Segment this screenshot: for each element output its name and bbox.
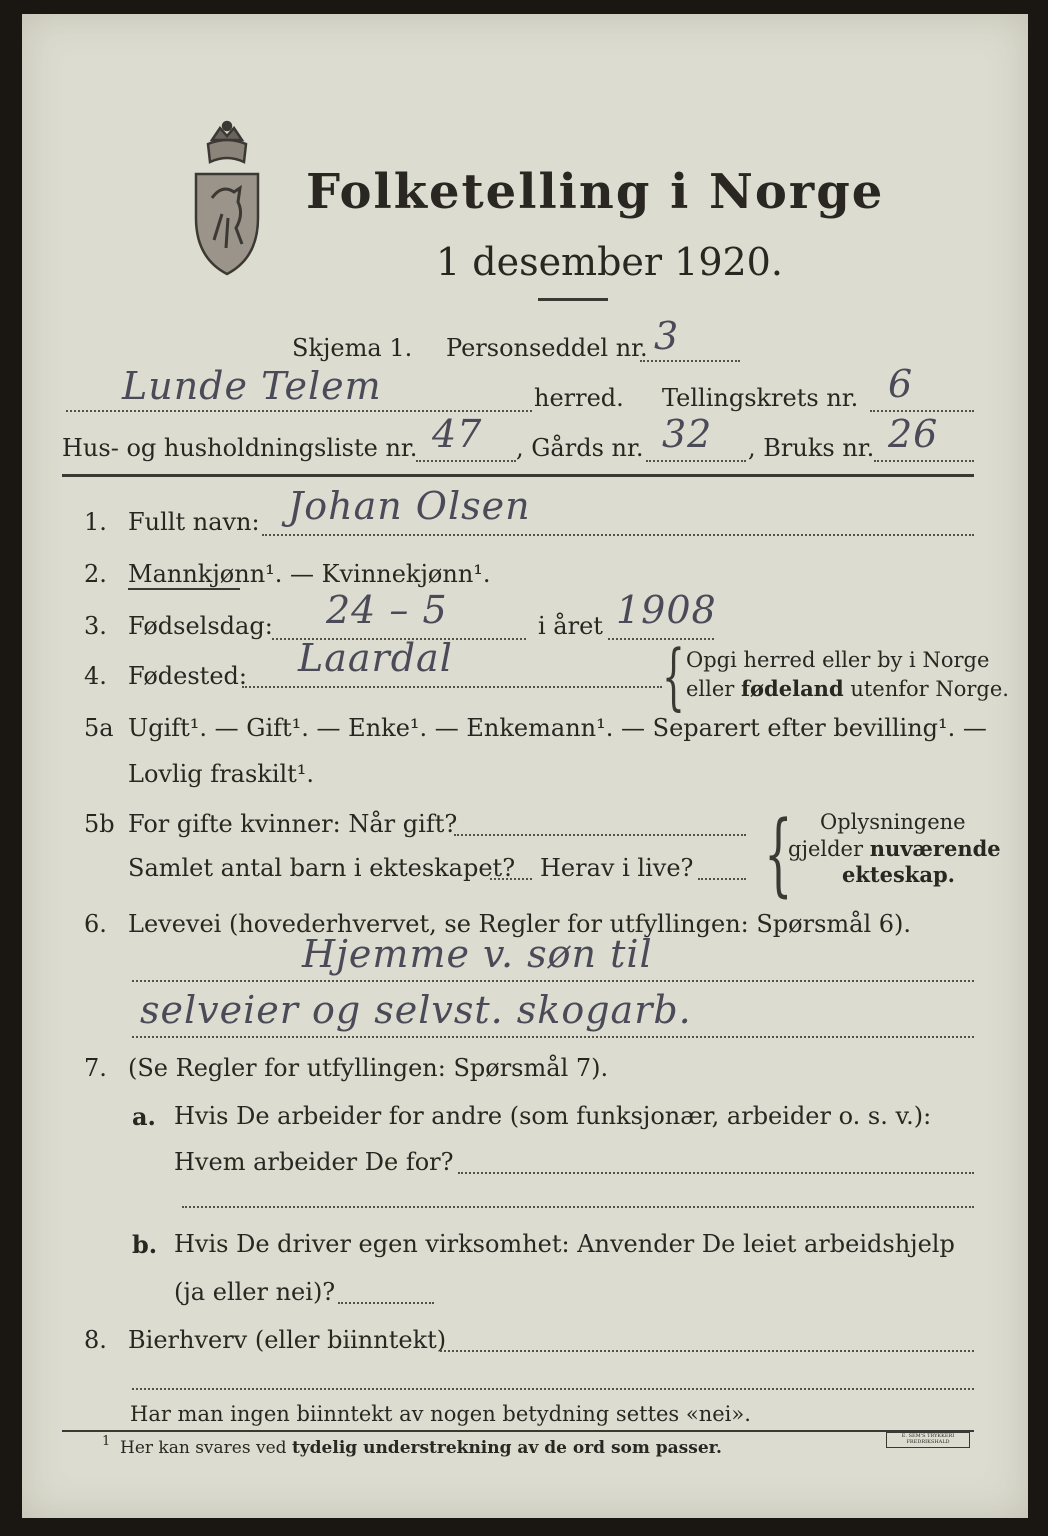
alive-line [698, 878, 746, 880]
personseddel-line [640, 360, 740, 362]
q1-number: 1. [84, 508, 107, 536]
q2-number: 2. [84, 560, 107, 588]
birthday-value: 24 – 5 [326, 588, 448, 632]
gards-value: 32 [662, 412, 713, 456]
q4-label: Fødested: [128, 662, 247, 690]
bruks-value: 26 [888, 412, 939, 456]
q7b-letter: b. [132, 1230, 158, 1259]
q7a-line2: Hvem arbeider De for? [174, 1148, 454, 1176]
side-income-line2 [132, 1388, 974, 1390]
q5a-number: 5a [84, 714, 114, 742]
year-line [608, 638, 714, 640]
personseddel-label: Personseddel nr. [446, 334, 648, 362]
marital-options-line2: Lovlig fraskilt¹. [128, 760, 315, 788]
hus-line [416, 460, 516, 462]
municipality-value: Lunde Telem [122, 364, 382, 408]
personseddel-value: 3 [654, 314, 680, 358]
q5b-children-label: Samlet antal barn i ekteskapet? [128, 854, 516, 882]
q1-line [262, 534, 974, 536]
q8-note: Har man ingen biinntekt av nogen betydning settes «nei». [130, 1402, 751, 1426]
gards-line [646, 460, 746, 462]
q6-line2 [132, 1036, 974, 1038]
q8-label: Bierhverv (eller biinntekt) [128, 1326, 447, 1354]
header-divider [62, 474, 974, 477]
norwegian-coat-of-arms-icon [182, 118, 272, 278]
q7-label: (Se Regler for utfyllingen: Spørsmål 7). [128, 1054, 609, 1082]
q7a-line1: Hvis De arbeider for andre (som funksjonær, arbeider o. s. v.): [174, 1102, 932, 1130]
side-income-line [440, 1350, 974, 1352]
q5b-number: 5b [84, 810, 115, 838]
married-when-line [454, 834, 746, 836]
q1-label: Fullt navn: [128, 508, 260, 536]
q7b-line1: Hvis De driver egen virksomhet: Anvender De leiet arbeidshjelp [174, 1230, 955, 1258]
full-name-value: Johan Olsen [288, 484, 531, 528]
q6-number: 6. [84, 910, 107, 938]
occupation-value-line1: Hjemme v. søn til [302, 932, 653, 976]
schema-label: Skjema 1. [292, 334, 413, 362]
tellingskrets-label: Tellingskrets nr. [662, 384, 859, 412]
q8-number: 8. [84, 1326, 107, 1354]
q4-note-line2: eller fødeland utenfor Norge. [686, 676, 1009, 701]
q5b-note1: Oplysningene [820, 810, 966, 834]
q4-note-line1: Opgi herred eller by i Norge [686, 648, 990, 672]
occupation-value-line2: selveier og selvst. skogarb. [140, 988, 692, 1032]
marital-options-line1: Ugift¹. — Gift¹. — Enke¹. — Enkemann¹. — Separert efter bevilling¹. — [128, 714, 987, 742]
bruks-line [874, 460, 974, 462]
hired-help-line [338, 1302, 434, 1304]
employer-line2 [182, 1206, 974, 1208]
children-line [490, 878, 532, 880]
q3-number: 3. [84, 612, 107, 640]
printer-stamp: E. SEM'S TRYKKERI FREDRIKSHALD [886, 1432, 970, 1448]
employer-line [458, 1172, 974, 1174]
year-label: i året [538, 612, 603, 640]
q5b-note2: gjelder nuværende [788, 836, 1001, 861]
bruks-label: , Bruks nr. [748, 434, 875, 462]
q6-label: Levevei (hovederhvervet, se Regler for utfyllingen: Spørsmål 6). [128, 910, 912, 938]
tellingskrets-value: 6 [888, 362, 914, 406]
q7-number: 7. [84, 1054, 107, 1082]
herred-label: herred. [534, 384, 624, 412]
gender-options: Mannkjønn¹. — Kvinnekjønn¹. [128, 560, 491, 588]
footnote-text: Her kan svares ved tydelig understrekning av de ord som passer. [120, 1438, 722, 1458]
birth-year-value: 1908 [616, 588, 717, 632]
form-title: Folketelling i Norge [306, 164, 885, 220]
q4-brace: { [662, 634, 685, 718]
q3-label: Fødselsdag: [128, 612, 273, 640]
q5b-brace: { [764, 802, 793, 907]
gender-underline [128, 588, 240, 590]
q5b-note3: ekteskap. [842, 862, 955, 887]
q4-number: 4. [84, 662, 107, 690]
birthplace-value: Laardal [298, 636, 453, 680]
q7b-line2: (ja eller nei)? [174, 1278, 336, 1306]
footnote-mark: 1 [102, 1434, 111, 1449]
gards-label: , Gårds nr. [516, 434, 644, 462]
title-divider [538, 298, 608, 301]
q5b-line1: For gifte kvinner: Når gift? [128, 810, 458, 838]
q5b-alive-label: Herav i live? [540, 854, 694, 882]
census-date: 1 desember 1920. [436, 240, 783, 284]
q7a-letter: a. [132, 1102, 156, 1131]
birthplace-line [242, 686, 662, 688]
census-form [22, 14, 1028, 1518]
hus-value: 47 [432, 412, 483, 456]
q6-line1 [132, 980, 974, 982]
hus-label: Hus- og husholdningsliste nr. [62, 434, 418, 462]
footer-divider [62, 1430, 974, 1432]
